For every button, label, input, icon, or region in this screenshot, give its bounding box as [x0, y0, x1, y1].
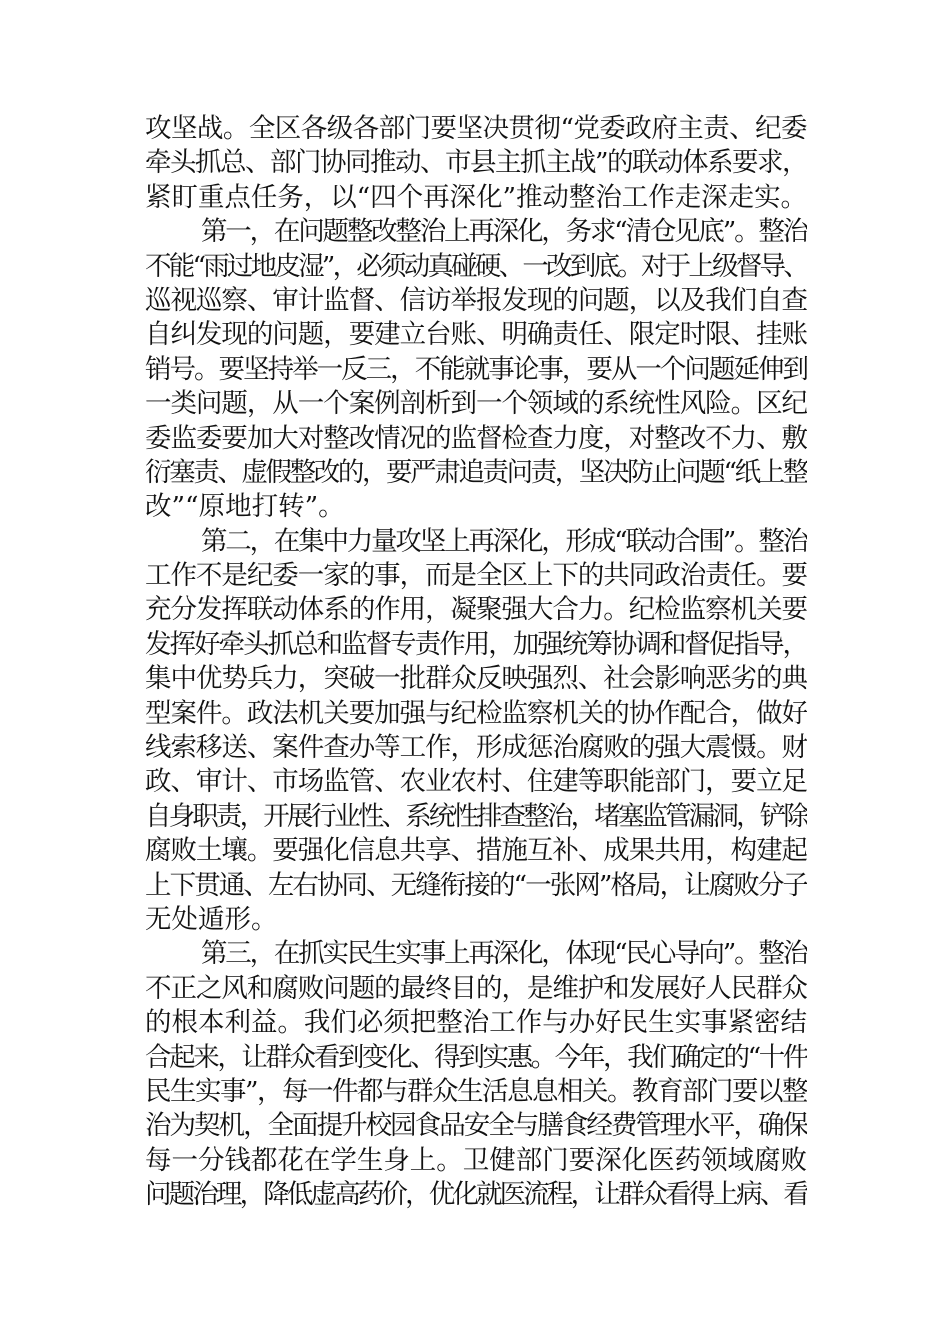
text-line: 牵头抓总、部门协同推动、市县主抓主战”的联动体系要求， — [145, 147, 807, 179]
text-line: 充分发挥联动体系的作用，凝聚强大合力。纪检监察机关要 — [145, 594, 807, 626]
text-line: 问题治理，降低虚高药价，优化就医流程，让群众看得上病、看 — [145, 1179, 807, 1211]
text-line: 不能“雨过地皮湿”，必须动真碰硬、一改到底。对于上级督导、 — [145, 250, 807, 282]
paragraph-first-line: 第一，在问题整改整治上再深化，务求“清仓见底”。整治 — [201, 216, 807, 248]
text-line: 型案件。政法机关要加强与纪检监察机关的协作配合，做好 — [145, 697, 807, 729]
text-line: 衍塞责、虚假整改的，要严肃追责问责，坚决防止问题“纸上整 — [145, 456, 807, 488]
text-line: 腐败土壤。要强化信息共享、措施互补、成果共用，构建起 — [145, 835, 807, 867]
text-line: 发挥好牵头抓总和监督专责作用，加强统筹协调和督促指导， — [145, 628, 807, 660]
paragraph-first-line: 第二，在集中力量攻坚上再深化，形成“联动合围”。整治 — [201, 525, 807, 557]
text-line: 工作不是纪委一家的事，而是全区上下的共同政治责任。要 — [145, 560, 807, 592]
text-line: 合起来，让群众看到变化、得到实惠。今年，我们确定的“十件 — [145, 1041, 807, 1073]
text-line: 自纠发现的问题，要建立台账、明确责任、限定时限、挂账 — [145, 319, 807, 351]
paragraph-first-line: 第三，在抓实民生实事上再深化，体现“民心导向”。整治 — [201, 938, 807, 970]
text-line: 的根本利益。我们必须把整治工作与办好民生实事紧密结 — [145, 1007, 807, 1039]
text-line: 改”“原地打转”。 — [145, 491, 345, 523]
text-line: 政、审计、市场监管、农业农村、住建等职能部门，要立足 — [145, 766, 807, 798]
text-line: 巡视巡察、审计监督、信访举报发现的问题，以及我们自查 — [145, 284, 807, 316]
text-line: 每一分钱都花在学生身上。卫健部门要深化医药领域腐败 — [145, 1144, 807, 1176]
text-line: 一类问题，从一个案例剖析到一个领域的系统性风险。区纪 — [145, 388, 807, 420]
text-line: 治为契机，全面提升校园食品安全与膳食经费管理水平，确保 — [145, 1110, 807, 1142]
text-line: 攻坚战。全区各级各部门要坚决贯彻“党委政府主责、纪委 — [145, 113, 807, 144]
text-line: 集中优势兵力，突破一批群众反映强烈、社会影响恶劣的典 — [145, 663, 807, 695]
text-line: 民生实事”，每一件都与群众生活息息相关。教育部门要以整 — [145, 1075, 807, 1107]
text-line: 上下贯通、左右协同、无缝衔接的“一张网”格局，让腐败分子 — [145, 869, 807, 901]
text-line: 线索移送、案件查办等工作，形成惩治腐败的强大震慑。财 — [145, 732, 807, 764]
body-text — [145, 112, 807, 1213]
text-line: 无处遁形。 — [145, 903, 278, 935]
text-line: 自身职责，开展行业性、系统性排查整治，堵塞监管漏洞，铲除 — [145, 800, 807, 832]
text-line: 不正之风和腐败问题的最终目的，是维护和发展好人民群众 — [145, 972, 807, 1004]
text-line: 委监委要加大对整改情况的监督检查力度，对整改不力、敷 — [145, 422, 807, 454]
text-line: 销号。要坚持举一反三，不能就事论事，要从一个问题延伸到 — [145, 353, 807, 385]
text-line: 紧盯重点任务，以“四个再深化”推动整治工作走深走实。 — [145, 181, 807, 213]
